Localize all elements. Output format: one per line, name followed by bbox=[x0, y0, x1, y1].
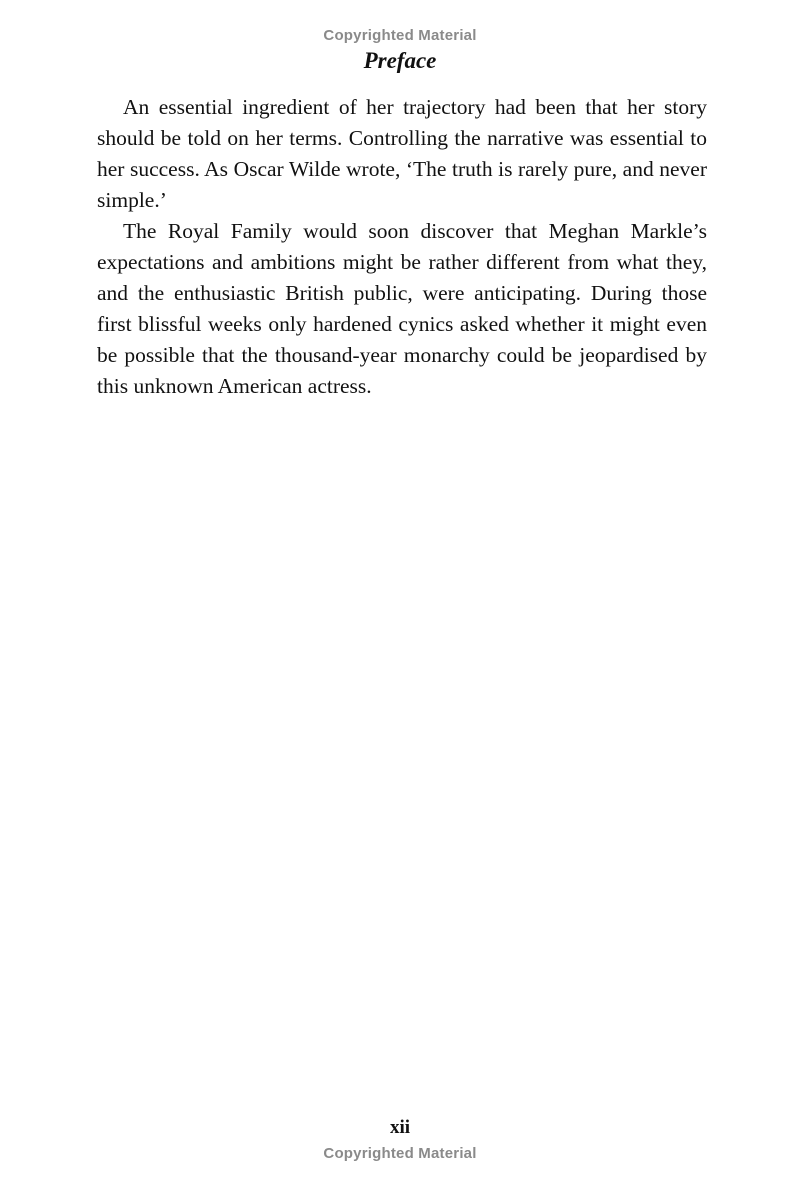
body-text bbox=[97, 92, 707, 402]
paragraph-2: The Royal Family would soon discover that Meghan Markle’s expectations and ambitions might be rather different from what they, and the enthusiastic British public, were anticipating. During those first blissful weeks only hardened cynics asked whether it might even be possible that the thousand-year monarchy could be jeopardised by this unknown American actress. bbox=[97, 219, 707, 398]
page-number: xii bbox=[389, 1117, 411, 1138]
running-head-title: Preface bbox=[363, 48, 437, 73]
paragraph-1: An essential ingredient of her trajectory had been that her story should be told on her terms. Controlling the narrative was essential to her success. As Oscar Wilde wrote, ‘The truth is rarely pure, and never simple.’ bbox=[97, 95, 707, 212]
copyright-watermark-bottom: Copyrighted Material bbox=[323, 1145, 477, 1162]
copyright-watermark-top: Copyrighted Material bbox=[323, 27, 477, 44]
